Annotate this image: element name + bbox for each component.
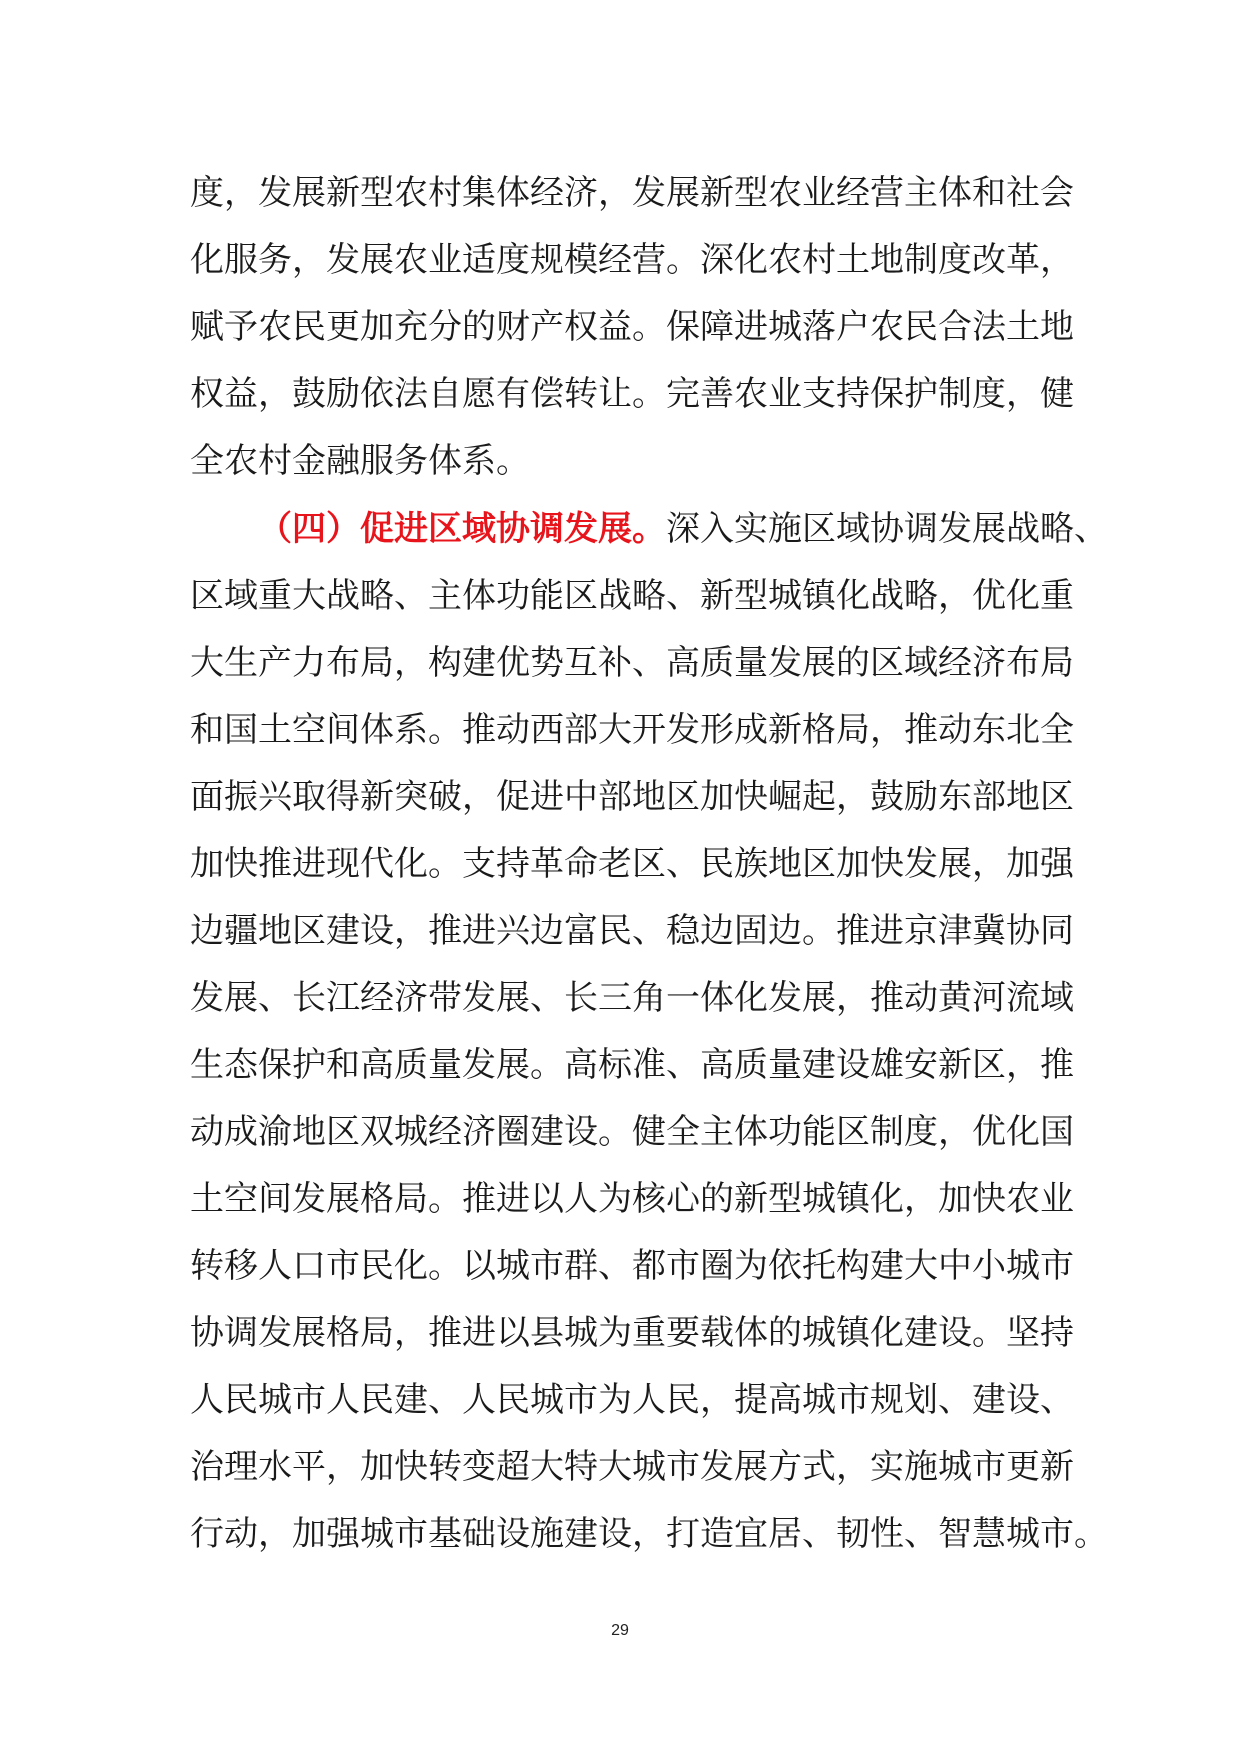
paragraph-first-line bbox=[190, 496, 1108, 563]
text-line: 动成渝地区双城经济圈建设。健全主体功能区制度，优化国 bbox=[190, 1112, 1074, 1152]
text-line: 度，发展新型农村集体经济，发展新型农业经营主体和社会 bbox=[190, 173, 1074, 213]
text-line: 赋予农民更加充分的财产权益。保障进城落户农民合法土地 bbox=[190, 307, 1074, 347]
page-number: 29 bbox=[611, 1622, 629, 1639]
text-line: 协调发展格局，推进以县城为重要载体的城镇化建设。坚持 bbox=[190, 1313, 1074, 1353]
text-line: 全农村金融服务体系。 bbox=[190, 441, 530, 481]
paragraph-regional-development bbox=[190, 496, 1108, 1568]
text-line: 和国土空间体系。推动西部大开发形成新格局，推动东北全 bbox=[190, 710, 1074, 750]
first-line-text: 深入实施区域协调发展战略、 bbox=[666, 509, 1108, 549]
text-line: 边疆地区建设，推进兴边富民、稳边固边。推进京津冀协同 bbox=[190, 911, 1074, 951]
text-line: 发展、长江经济带发展、长三角一体化发展，推动黄河流域 bbox=[190, 978, 1074, 1018]
text-line: 土空间发展格局。推进以人为核心的新型城镇化，加快农业 bbox=[190, 1179, 1074, 1219]
text-line: 生态保护和高质量发展。高标准、高质量建设雄安新区，推 bbox=[190, 1045, 1074, 1085]
text-line: 大生产力布局，构建优势互补、高质量发展的区域经济布局 bbox=[190, 643, 1074, 683]
text-line: 面振兴取得新突破，促进中部地区加快崛起，鼓励东部地区 bbox=[190, 777, 1074, 817]
text-line: 区域重大战略、主体功能区战略、新型城镇化战略，优化重 bbox=[190, 576, 1074, 616]
text-line: 转移人口市民化。以城市群、都市圈为依托构建大中小城市 bbox=[190, 1246, 1074, 1286]
section-heading: （四）促进区域协调发展。 bbox=[258, 509, 666, 549]
text-line: 治理水平，加快转变超大特大城市发展方式，实施城市更新 bbox=[190, 1447, 1074, 1487]
text-line: 行动，加强城市基础设施建设，打造宜居、韧性、智慧城市。 bbox=[190, 1514, 1108, 1554]
paragraph-rural-reform bbox=[190, 160, 1074, 495]
text-line: 人民城市人民建、人民城市为人民，提高城市规划、建设、 bbox=[190, 1380, 1074, 1420]
text-line: 权益，鼓励依法自愿有偿转让。完善农业支持保护制度，健 bbox=[190, 374, 1074, 414]
text-line: 加快推进现代化。支持革命老区、民族地区加快发展，加强 bbox=[190, 844, 1074, 884]
text-line: 化服务，发展农业适度规模经营。深化农村土地制度改革， bbox=[190, 240, 1074, 280]
